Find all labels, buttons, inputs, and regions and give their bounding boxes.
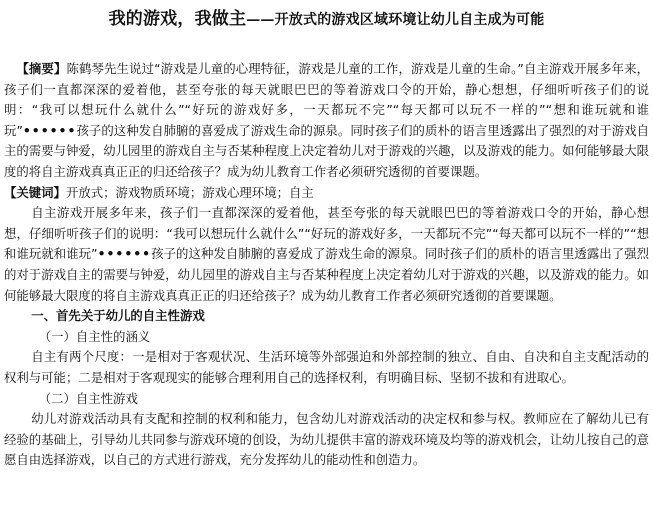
keywords-label: 【关键词】 <box>4 184 66 200</box>
intro-text-part2: 孩子的这种发自肺腑的喜爱成了游戏生命的源泉。同时孩子们的质朴的语言里透露出了强烈的对于游戏自主的需要与钟爱，幼儿园里的游戏自主与否某种程度上决定着幼儿对于游戏的兴趣，以及游戏的能力。如何能够最大限度的将自主游戏真真正正的归还给孩子？成为幼儿教育工作者必须研究透彻的首要课题。 <box>4 246 650 303</box>
intro-text-part1: 自主游戏开展多年来，孩子们一直都深深的爱着他，甚至夸张的每天就眼巴巴的等着游戏口令的开始，静心想想，仔细听听孩子们的说明：“我可以想玩什么就什么”“好玩的游戏好多，一天都玩不完”“每天都可以玩不一样的”“想和谁玩就和谁玩” <box>4 205 649 262</box>
intro-paragraph <box>4 203 649 306</box>
abstract-text-part2: 孩子的这种发自肺腑的喜爱成了游戏生命的源泉。同时孩子们的质朴的语言里透露出了强烈的对于游戏自主的需要与钟爱，幼儿园里的游戏自主与否某种程度上决定着幼儿对于游戏的兴趣，以及游戏的能力。如何能够最大限度的将自主游戏真真正正的归还给孩子？成为幼儿教育工作者必须研究透彻的首要课题。 <box>4 122 650 179</box>
title-main: 我的游戏，我做主 <box>108 9 247 29</box>
title-dash: —— <box>246 12 275 28</box>
section1-sub2-paragraph: 幼儿对游戏活动具有支配和控制的权利和能力，包含幼儿对游戏活动的决定权和参与权。教师应在了解幼儿已有经验的基础上，引导幼儿共同参与游戏环境的创设，为幼儿提供丰富的游戏环境及均等的游戏机会，让幼儿按自己的意愿自由选择游戏，以自己的方式进行游戏，充分发挥幼儿的能动性和创造力。 <box>4 411 649 468</box>
abstract-label: 【摘要】 <box>16 61 67 76</box>
section1-sub2-heading: （二）自主性游戏 <box>38 390 138 406</box>
keywords-text: 开放式；游戏物质环境；游戏心理环境；自主 <box>65 184 314 200</box>
title-sub: 开放式的游戏区域环境让幼儿自主成为可能 <box>274 12 545 28</box>
section1-sub1-paragraph: 自主有两个尺度：一是相对于客观状况、生活环境等外部强迫和外部控制的独立、自由、自决和自主支配活动的权利与可能；二是相对于客观现实的能够合理利用自己的选择权利，有明确目标、坚韧不拔和有进取心。 <box>4 349 649 385</box>
section1-heading: 一、首先关于幼儿的自主性游戏 <box>31 308 205 324</box>
abstract-text-part1: 陈鹤琴先生说过“游戏是儿童的心理特征，游戏是儿童的工作，游戏是儿童的生命。”自主游戏开展多年来，孩子们一直都深深的爱着他，甚至夸张的每天就眼巴巴的等着游戏口令的开始，静心想想，仔细听听孩子们的说明：“我可以想玩什么就什么”“好玩的游戏好多，一天都玩不完”“每天都可以玩不一样的”“想和谁玩就和谁玩” <box>4 61 650 138</box>
abstract-paragraph <box>4 59 649 183</box>
abstract-ellipsis: •••••• <box>22 122 77 138</box>
keywords-line <box>4 183 649 204</box>
document-title <box>4 0 649 35</box>
intro-ellipsis: •••••• <box>97 246 152 262</box>
section1-sub1-heading: （一）自主性的涵义 <box>38 328 151 344</box>
